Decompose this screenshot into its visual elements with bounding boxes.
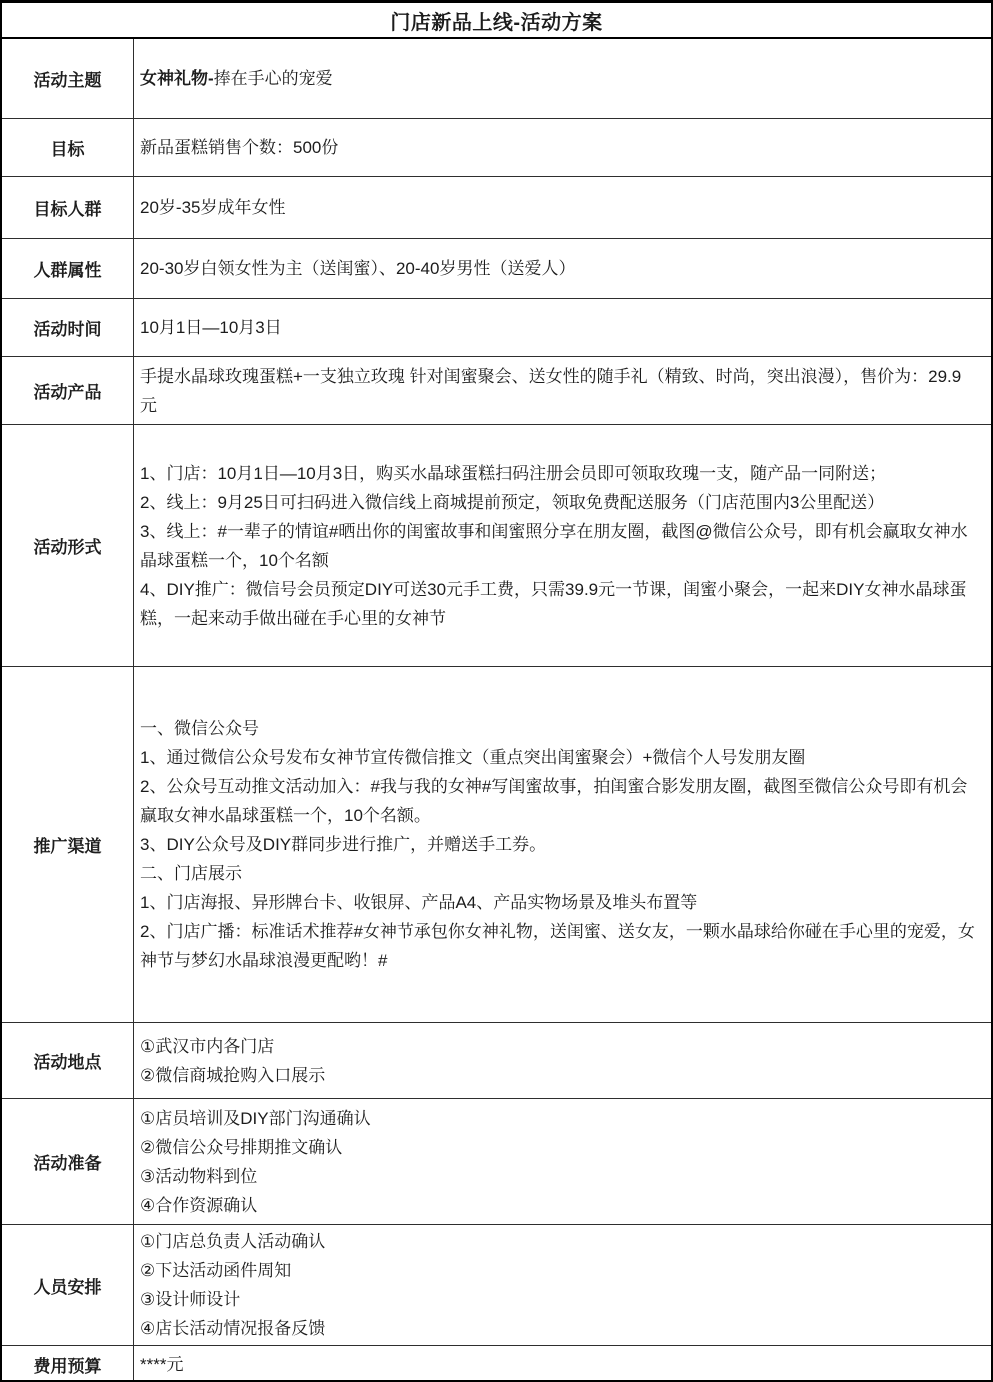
row-content-audience-attributes	[134, 239, 991, 298]
content-line: 3、DIY公众号及DIY群同步进行推广，并赠送手工券。	[140, 835, 547, 854]
row-label-budget: 费用预算	[2, 1346, 134, 1382]
table-row-target-audience	[2, 177, 991, 239]
table-row-goal	[2, 119, 991, 177]
content-line: ①武汉市内各门店	[140, 1036, 275, 1056]
content-line: ②下达活动函件周知	[140, 1261, 292, 1280]
table-row-product	[2, 357, 991, 425]
row-label-location: 活动地点	[2, 1023, 134, 1098]
content-line: 手提水晶球玫瑰蛋糕+一支独立玫瑰 针对闺蜜聚会、送女性的随手礼（精致、时尚，突出浪漫），售价为：29.9元	[140, 366, 962, 415]
row-content-promotion-channels	[134, 667, 991, 1022]
content-line: 4、DIY推广：微信号会员预定DIY可送30元手工费，只需39.9元一节课，闺蜜小聚会，一起来DIY女神水晶球蛋糕，一起来动手做出碰在手心里的女神节	[140, 579, 967, 628]
row-content-product	[134, 357, 991, 424]
row-content-location	[134, 1023, 991, 1098]
table-row-budget	[2, 1346, 991, 1382]
row-content-theme	[134, 39, 991, 118]
table-body	[2, 39, 991, 1382]
row-label-format: 活动形式	[2, 425, 134, 666]
content-line: ****元	[140, 1355, 184, 1374]
content-line: ①门店总负责人活动确认	[140, 1232, 326, 1251]
content-line: ④店长活动情况报备反馈	[140, 1319, 326, 1338]
row-label-audience-attributes: 人群属性	[2, 239, 134, 298]
row-label-product: 活动产品	[2, 357, 134, 424]
content-line: ③活动物料到位	[140, 1166, 258, 1186]
content-line-text: 捧在手心的宠爱	[213, 69, 333, 88]
content-line: ③设计师设计	[140, 1290, 241, 1309]
row-content-target-audience	[134, 177, 991, 238]
content-line	[140, 64, 977, 93]
content-line: 一、微信公众号	[140, 719, 259, 738]
row-label-personnel: 人员安排	[2, 1225, 134, 1345]
content-line: 1、门店海报、异形牌台卡、收银屏、产品A4、产品实物场景及堆头布置等	[140, 893, 698, 912]
row-content-time	[134, 299, 991, 356]
content-line: 新品蛋糕销售个数：500份	[140, 138, 339, 157]
row-label-preparation: 活动准备	[2, 1099, 134, 1224]
row-content-format	[134, 425, 991, 666]
table-row-theme	[2, 39, 991, 119]
row-label-target-audience: 目标人群	[2, 177, 134, 238]
content-line: 2、公众号互动推文活动加入：#我与我的女神#写闺蜜故事，拍闺蜜合影发朋友圈，截图至微信公众号即有机会赢取女神水晶球蛋糕一个，10个名额。	[140, 777, 968, 825]
content-line: 1、门店：10月1日—10月3日，购买水晶球蛋糕扫码注册会员即可领取玫瑰一支，随产品一同附送；	[140, 463, 887, 483]
row-label-theme: 活动主题	[2, 39, 134, 118]
content-line: 3、线上：#一辈子的情谊#晒出你的闺蜜故事和闺蜜照分享在朋友圈，截图@微信公众号，即有机会赢取女神水晶球蛋糕一个，10个名额	[140, 521, 968, 570]
content-line-bold-prefix: 女神礼物-	[140, 69, 214, 88]
content-line: 2、门店广播：标准话术推荐#女神节承包你女神礼物，送闺蜜、送女友，一颗水晶球给你碰在手心里的宠爱，女神节与梦幻水晶球浪漫更配哟！#	[140, 922, 975, 970]
content-line: 20岁-35岁成年女性	[140, 198, 286, 217]
row-content-goal	[134, 119, 991, 176]
content-line: 20-30岁白领女性为主（送闺蜜）、20-40岁男性（送爱人）	[140, 259, 576, 278]
content-line: ④合作资源确认	[140, 1195, 258, 1215]
content-line: 2、线上：9月25日可扫码进入微信线上商城提前预定，领取免费配送服务（门店范围内3公里配送）	[140, 492, 885, 512]
table-row-promotion-channels	[2, 667, 991, 1023]
table-row-audience-attributes	[2, 239, 991, 299]
content-line: 10月1日—10月3日	[140, 318, 282, 337]
row-content-budget	[134, 1346, 991, 1382]
row-label-promotion-channels: 推广渠道	[2, 667, 134, 1022]
table-row-format	[2, 425, 991, 667]
content-line: ②微信公众号排期推文确认	[140, 1137, 343, 1157]
content-line: 二、门店展示	[140, 864, 242, 883]
row-label-goal: 目标	[2, 119, 134, 176]
table-row-location	[2, 1023, 991, 1099]
row-label-time: 活动时间	[2, 299, 134, 356]
table-row-time	[2, 299, 991, 357]
table-row-personnel	[2, 1225, 991, 1346]
content-line: 1、通过微信公众号发布女神节宣传微信推文（重点突出闺蜜聚会）+微信个人号发朋友圈	[140, 748, 806, 767]
row-content-personnel	[134, 1225, 991, 1345]
content-line: ①店员培训及DIY部门沟通确认	[140, 1108, 371, 1128]
page-title: 门店新品上线-活动方案	[2, 3, 991, 39]
content-line: ②微信商城抢购入口展示	[140, 1065, 326, 1085]
row-content-preparation	[134, 1099, 991, 1224]
table-row-preparation	[2, 1099, 991, 1225]
